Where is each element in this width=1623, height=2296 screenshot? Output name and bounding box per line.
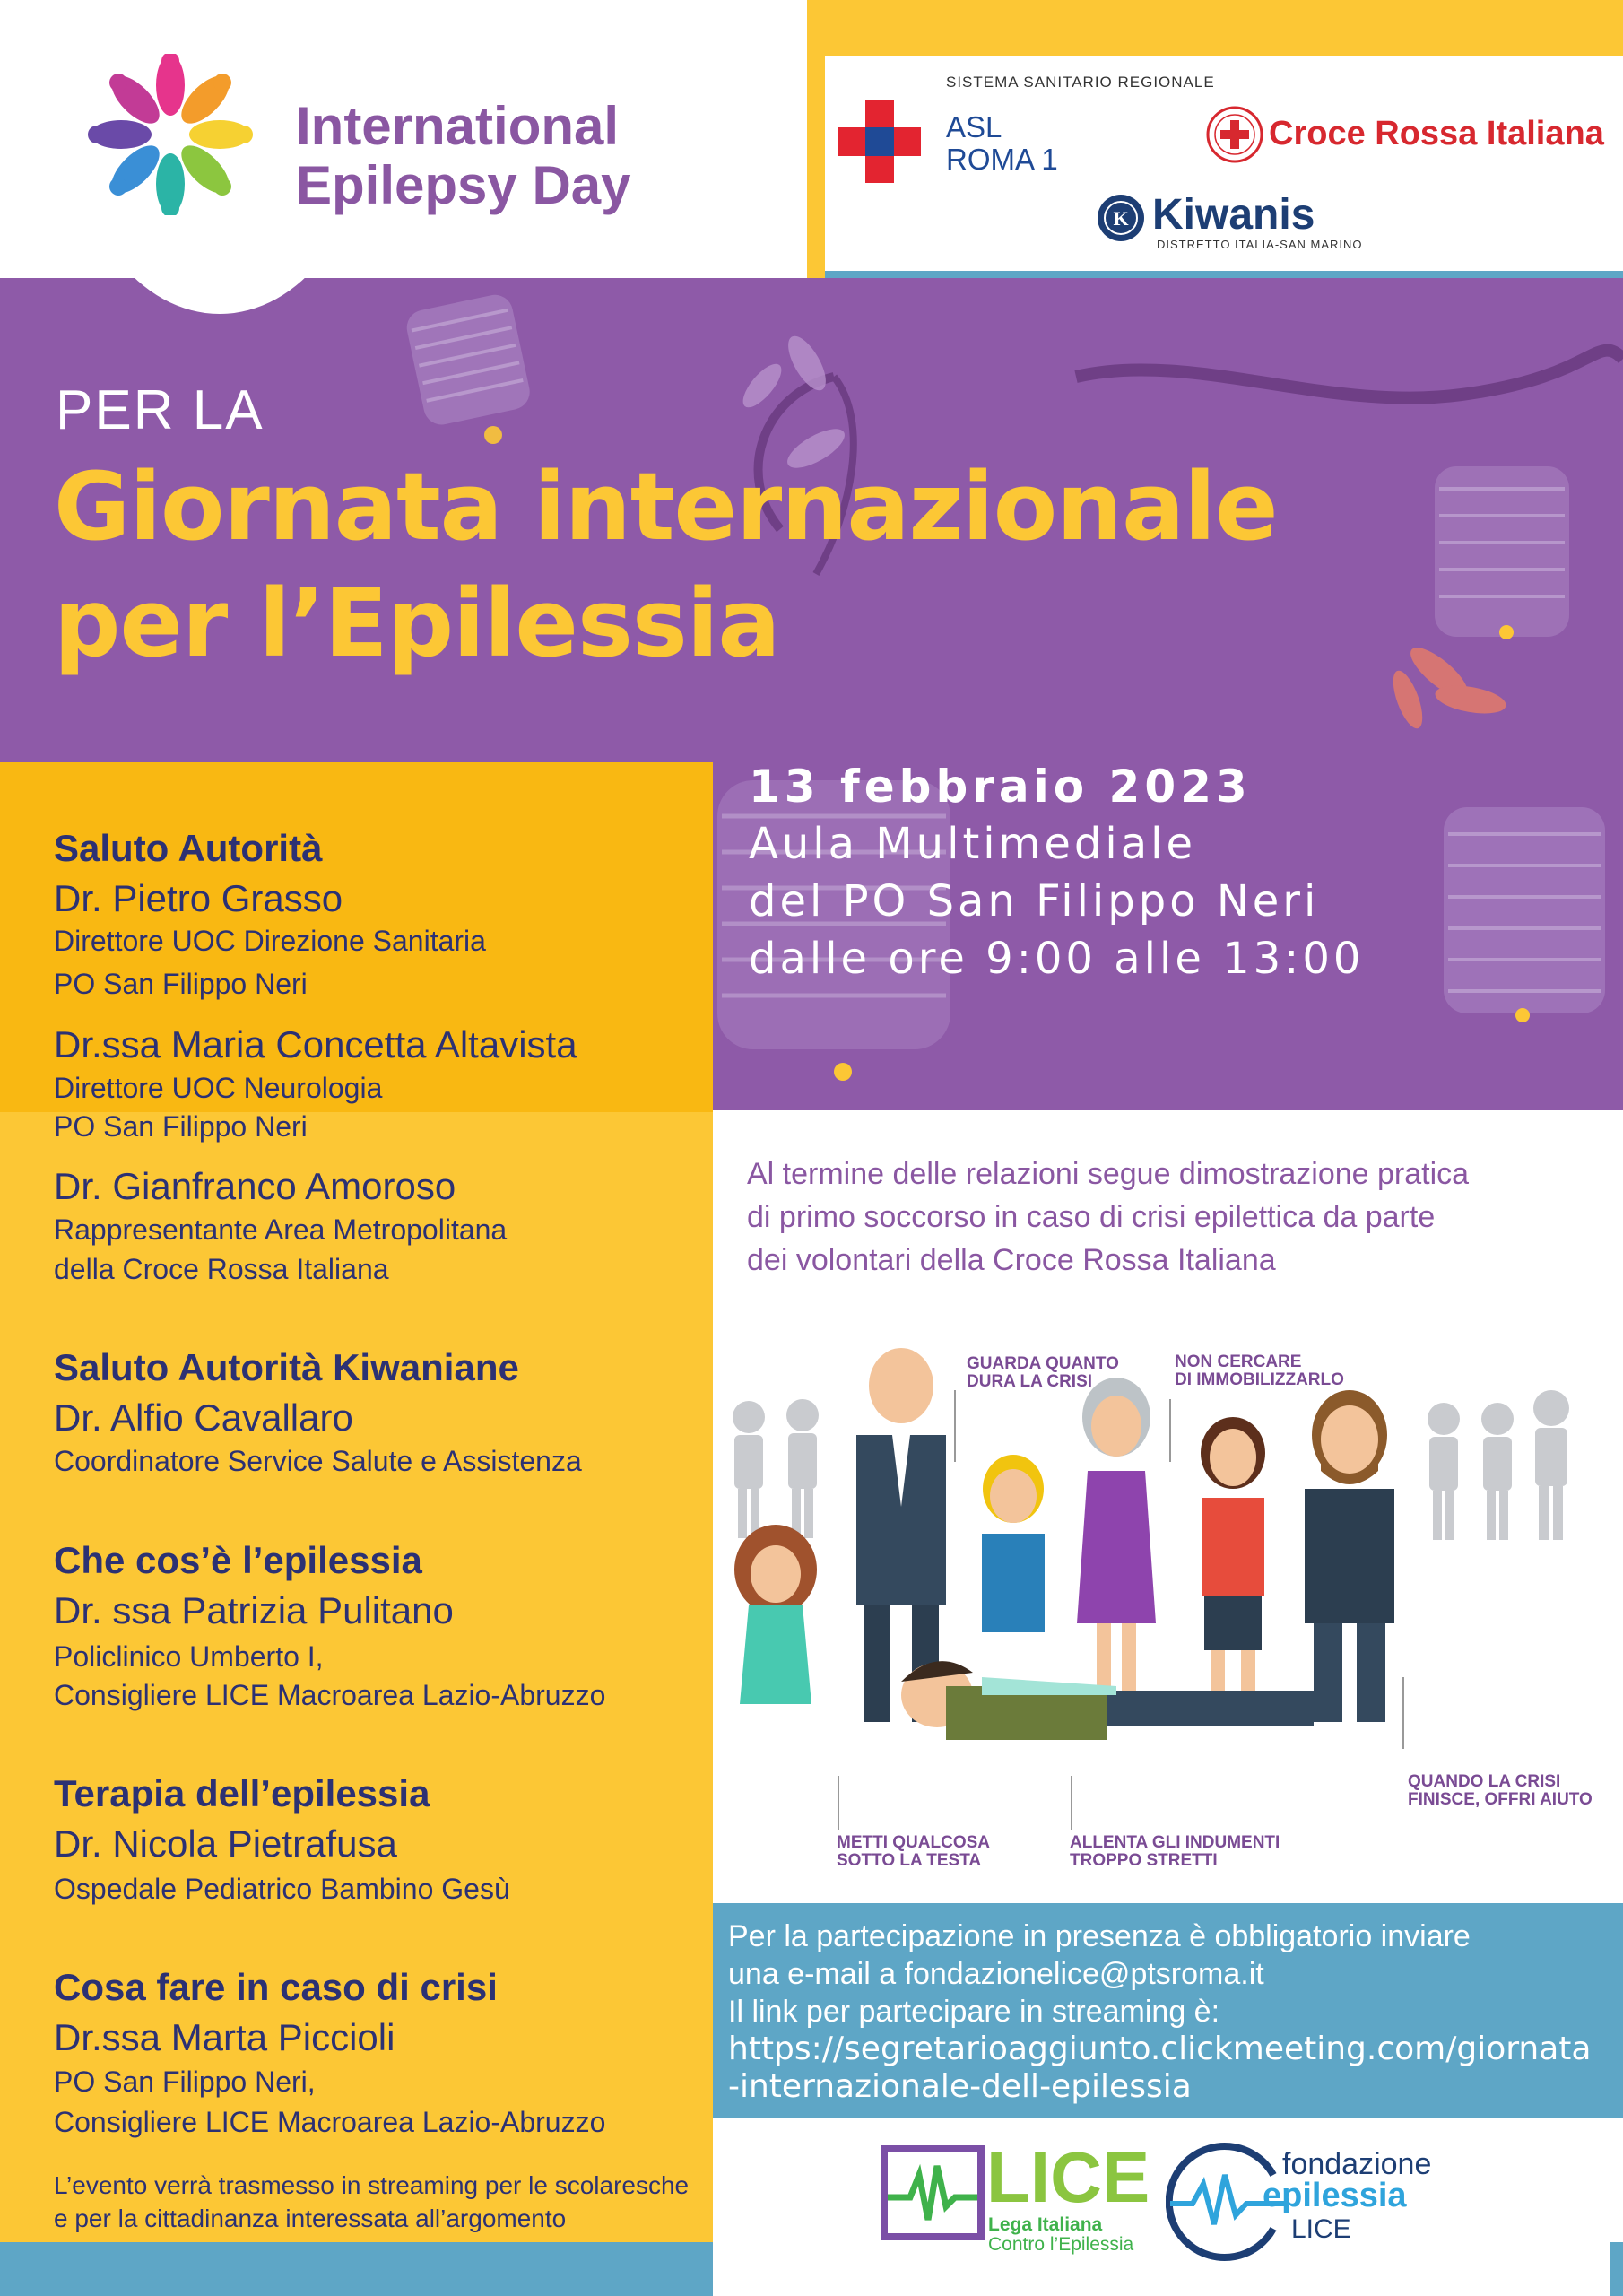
main-title-line1: Giornata internazionale — [54, 452, 1278, 561]
info-line3: Il link per partecipare in streaming è: — [728, 1995, 1220, 2029]
fond-line3: LICE — [1291, 2214, 1351, 2244]
bottom-band-right — [1610, 2242, 1623, 2296]
tip-label: DURA LA CRISI — [967, 1372, 1093, 1391]
kiwanis-sub: DISTRETTO ITALIA-SAN MARINO — [1157, 238, 1363, 251]
program-heading: Che cos’è l’epilessia — [54, 1539, 422, 1581]
lantern-icon — [1444, 807, 1605, 1013]
demo-line2: di primo soccorso in caso di crisi epilettica da parte — [747, 1200, 1436, 1234]
streaming-link-line1[interactable]: https://segretarioaggiunto.clickmeeting.com/giornata — [728, 2031, 1592, 2067]
event-time: dalle ore 9:00 alle 13:00 — [749, 934, 1365, 984]
event-venue-line1: Aula Multimediale — [749, 819, 1196, 869]
lice-name: LICE — [986, 2137, 1150, 2217]
speaker-name: Dr. Pietro Grasso — [54, 877, 343, 919]
fond-line2: epilessia — [1263, 2177, 1407, 2214]
person-icon — [982, 1455, 1045, 1632]
asl-line2: ROMA 1 — [946, 143, 1058, 176]
cri-emblem-icon — [1206, 106, 1263, 163]
person-icon — [1077, 1378, 1156, 1722]
tip-label: TROPPO STRETTI — [1070, 1851, 1218, 1870]
speaker-role: PO San Filippo Neri — [54, 968, 308, 1000]
bottom-band — [0, 2242, 713, 2296]
event-date: 13 febbraio 2023 — [749, 761, 1252, 813]
speaker-role: della Croce Rossa Italiana — [54, 1253, 389, 1285]
speaker-role: PO San Filippo Neri, — [54, 2066, 316, 2098]
tip-label: GUARDA QUANTO — [967, 1354, 1119, 1373]
tip-label: NON CERCARE — [1175, 1352, 1302, 1371]
lice-sub1: Lega Italiana — [988, 2214, 1103, 2235]
demo-line1: Al termine delle relazioni segue dimostrazione pratica — [747, 1157, 1470, 1191]
tip-label: ALLENTA GLI INDUMENTI — [1070, 1833, 1280, 1852]
program-heading: Saluto Autorità Kiwaniane — [54, 1346, 519, 1388]
ied-title-line2: Epilepsy Day — [296, 155, 631, 215]
speaker-role: PO San Filippo Neri — [54, 1110, 308, 1143]
program-heading: Terapia dell’epilessia — [54, 1772, 430, 1814]
kiwanis-emblem-icon — [1096, 193, 1146, 243]
person-icon — [734, 1525, 817, 1704]
tip-label: DI IMMOBILIZZARLO — [1175, 1370, 1344, 1389]
ied-title-line1: International — [296, 96, 620, 156]
cri-name: Croce Rossa Italiana — [1269, 115, 1604, 152]
info-line2[interactable]: una e-mail a fondazionelice@ptsroma.it — [728, 1957, 1264, 1991]
leaf-icon — [1387, 640, 1508, 732]
speaker-name: Dr. ssa Patrizia Pulitano — [54, 1589, 454, 1631]
tip-label: FINISCE, OFFRI AIUTO — [1408, 1790, 1593, 1809]
speaker-role: Rappresentante Area Metropolitana — [54, 1213, 508, 1246]
main-title-line2: per l’Epilessia — [54, 569, 780, 678]
asl-cross-icon — [838, 100, 921, 183]
demo-line3: dei volontari della Croce Rossa Italiana — [747, 1243, 1276, 1277]
speaker-role: Direttore UOC Direzione Sanitaria — [54, 925, 486, 957]
tip-label: SOTTO LA TESTA — [837, 1851, 982, 1870]
streaming-link-line2[interactable]: -internazionale-dell-epilessia — [728, 2068, 1192, 2105]
speaker-name: Dr. Nicola Pietrafusa — [54, 1822, 397, 1865]
streaming-note-line1: L’evento verrà trasmesso in streaming per le scolaresche — [54, 2171, 690, 2199]
speaker-name: Dr.ssa Maria Concetta Altavista — [54, 1023, 577, 1065]
pre-title: PER LA — [56, 379, 265, 441]
info-line1: Per la partecipazione in presenza è obbligatorio inviare — [728, 1919, 1471, 1953]
tip-label: QUANDO LA CRISI — [1408, 1772, 1561, 1791]
lantern-icon — [404, 291, 533, 428]
kiwanis-name: Kiwanis — [1152, 191, 1315, 239]
streaming-note-line2: e per la cittadinanza interessata all’argomento — [54, 2205, 567, 2232]
speaker-name: Dr. Alfio Cavallaro — [54, 1396, 353, 1439]
lice-logo-icon — [879, 2144, 986, 2242]
ssr-label: SISTEMA SANITARIO REGIONALE — [946, 74, 1215, 91]
speaker-role: Ospedale Pediatrico Bambino Gesù — [54, 1873, 510, 1905]
speaker-role: Direttore UOC Neurologia — [54, 1072, 383, 1104]
speaker-role: Consigliere LICE Macroarea Lazio-Abruzzo — [54, 2106, 606, 2138]
lice-sub2: Contro l’Epilessia — [988, 2234, 1134, 2255]
speaker-role: Policlinico Umberto I, — [54, 1640, 324, 1673]
person-icon — [1201, 1417, 1265, 1722]
program-heading: Saluto Autorità — [54, 827, 323, 869]
ied-flower-logo-icon — [63, 54, 278, 215]
speaker-role: Coordinatore Service Salute e Assistenza — [54, 1445, 582, 1477]
asl-line1: ASL — [946, 110, 1002, 144]
fond-line1: fondazione — [1282, 2147, 1432, 2181]
tip-label: METTI QUALCOSA — [837, 1833, 990, 1852]
event-venue-line2: del PO San Filippo Neri — [749, 876, 1320, 926]
speaker-name: Dr. Gianfranco Amoroso — [54, 1165, 456, 1207]
speaker-role: Consigliere LICE Macroarea Lazio-Abruzzo — [54, 1679, 606, 1711]
speaker-name: Dr.ssa Marta Piccioli — [54, 2016, 395, 2058]
svg-text:K: K — [1113, 207, 1129, 230]
program-heading: Cosa fare in caso di crisi — [54, 1966, 498, 2008]
lantern-icon — [1435, 466, 1569, 637]
person-icon — [1305, 1390, 1394, 1722]
